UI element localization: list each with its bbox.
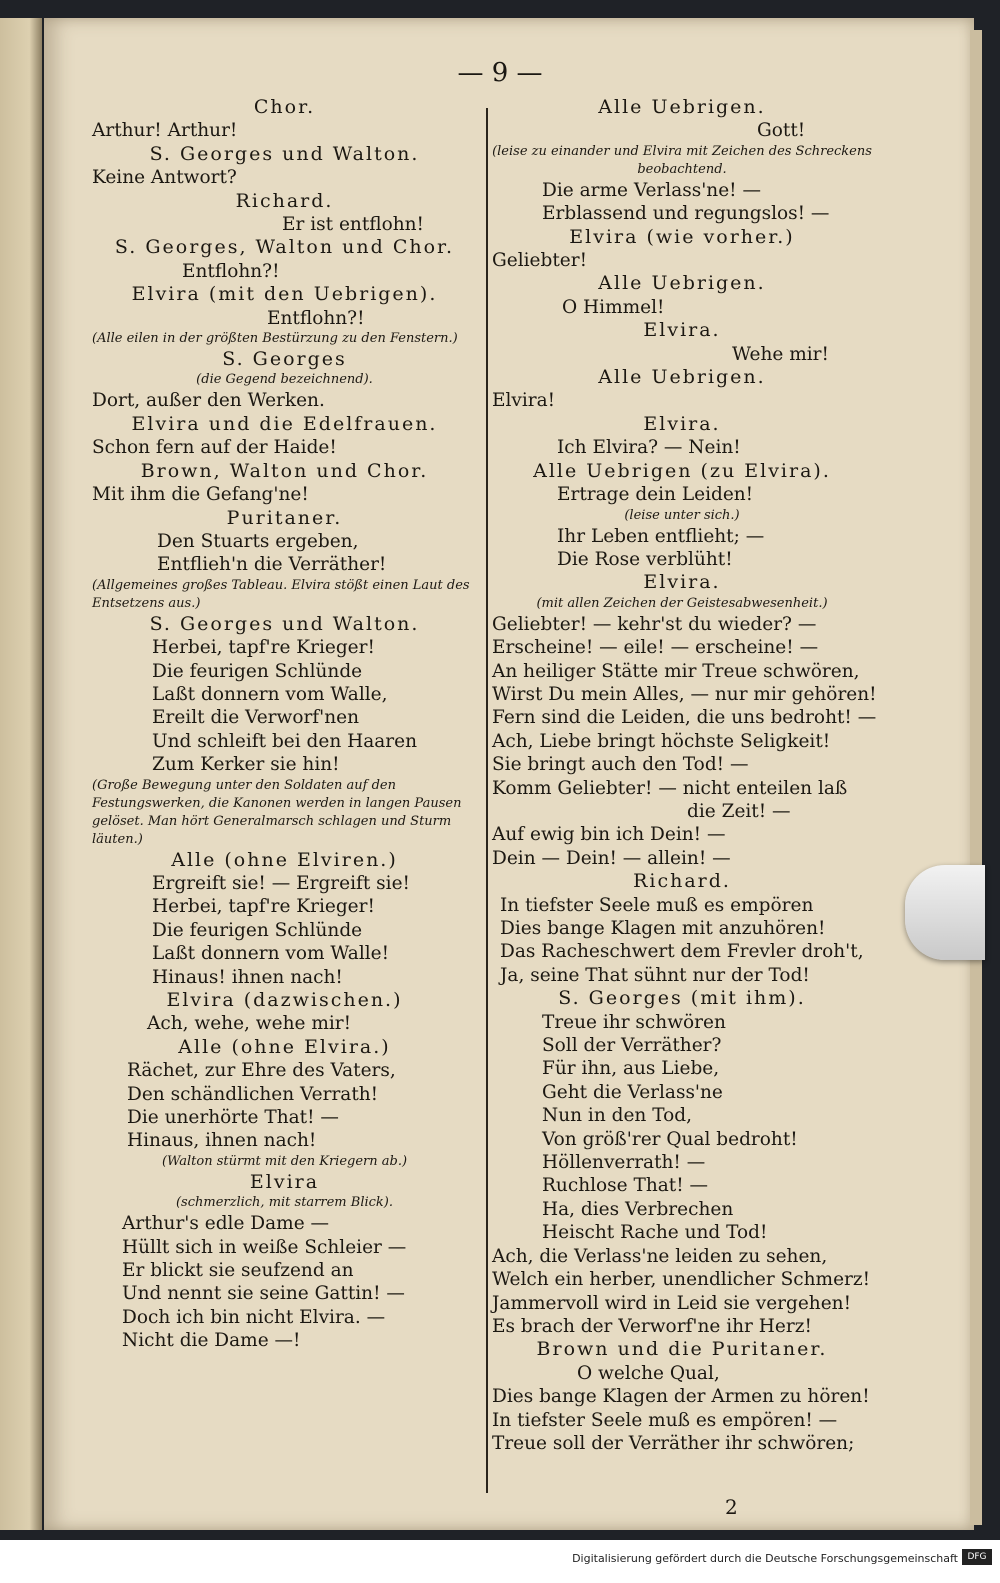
right-text-line: Wehe mir! <box>732 343 829 365</box>
right-text-line: (leise unter sich.) <box>624 507 740 523</box>
left-text-line: (Walton stürmt mit den Kriegern ab.) <box>161 1153 408 1169</box>
right-text-line: Alle Uebrigen. <box>598 272 766 295</box>
right-text-line: Ertrage dein Leiden! <box>557 484 754 506</box>
page-clip-icon <box>905 865 985 960</box>
right-text-line: Heischt Rache und Tod! <box>542 1222 768 1244</box>
left-text-line: Rächet, zur Ehre des Vaters, <box>127 1060 396 1082</box>
left-column <box>92 96 477 1353</box>
right-text-line: Dies bange Klagen der Armen zu hören! <box>492 1386 870 1408</box>
left-text-line: Mit ihm die Gefang'ne! <box>92 484 309 506</box>
left-text-line: Alle (ohne Elviren.) <box>171 848 398 871</box>
left-text-line: Richard. <box>235 189 334 212</box>
facing-page-edge <box>0 18 42 1530</box>
right-text-line: Ha, dies Verbrechen <box>542 1198 734 1220</box>
right-text-line: Alle Uebrigen (zu Elvira). <box>533 459 831 482</box>
left-text-line: Laßt donnern vom Walle, <box>152 683 388 705</box>
right-text-line: Dies bange Klagen mit anzuhören! <box>500 918 826 939</box>
right-text-line: Elvira! <box>492 390 556 412</box>
left-text-line: Elvira <box>249 1170 320 1193</box>
left-text-line: Elvira (mit den Uebrigen). <box>131 283 438 306</box>
right-text-line: Für ihn, aus Liebe, <box>542 1058 720 1080</box>
right-text-line: In tiefster Seele muß es empören! — <box>492 1409 838 1431</box>
left-text-line: Den schändlichen Verrath! <box>127 1083 379 1105</box>
right-text-line: Wirst Du mein Alles, — nur mir gehören! <box>492 683 877 705</box>
left-text-line: Brown, Walton und Chor. <box>140 459 429 482</box>
left-text-line: Laßt donnern vom Walle! <box>152 943 390 965</box>
left-text-line: Die feurigen Schlünde <box>152 660 363 682</box>
left-text-line: Ach, wehe, wehe mir! <box>147 1013 352 1035</box>
left-text-line: Schon fern auf der Haide! <box>92 437 337 459</box>
right-text-line: Geliebter! — kehr'st du wieder? — <box>492 613 817 635</box>
left-text-line: Die unerhörte That! — <box>127 1107 339 1129</box>
left-text-line: (Allgemeines großes Tableau. Elvira stößt einen Laut des Entsetzens aus.) <box>92 577 470 611</box>
right-text-line: Fern sind die Leiden, die uns bedroht! — <box>492 707 877 729</box>
right-text-line: Elvira. <box>643 571 721 594</box>
left-text-line: Hinaus, ihnen nach! <box>127 1130 317 1152</box>
right-column <box>492 96 877 1455</box>
right-text-line: Die Rose verblüht! <box>557 548 733 570</box>
right-text-line: (leise zu einander und Elvira mit Zeichen des Schreckens beobachtend. <box>492 143 872 177</box>
right-text-line: O Himmel! <box>562 296 665 318</box>
column-divider <box>486 108 488 1493</box>
page-header: — 9 — <box>457 58 543 88</box>
right-text-line: Geliebter! <box>492 250 588 272</box>
right-text-line: Alle Uebrigen. <box>598 96 766 118</box>
right-text-line: die Zeit! — <box>687 800 791 822</box>
right-text-line: Auf ewig bin ich Dein! — <box>492 824 726 846</box>
right-text-line: Sie bringt auch den Tod! — <box>492 754 749 776</box>
left-text-line: (die Gegend bezeichnend). <box>196 372 373 388</box>
left-text-line: Entflohn?! <box>267 307 365 329</box>
left-text-line: Arthur! Arthur! <box>92 120 238 142</box>
left-text-line: (Alle eilen in der größten Bestürzung zu den Fenstern.) <box>92 331 458 347</box>
left-text-line: Arthur's edle Dame — <box>122 1213 330 1235</box>
right-text-line: Ruchlose That! — <box>542 1175 709 1197</box>
right-text-line: O welche Qual, <box>577 1362 720 1384</box>
right-text-line: Alle Uebrigen. <box>598 366 766 389</box>
left-text-line: Elvira (dazwischen.) <box>166 989 403 1011</box>
right-text-line: Ach, die Verlass'ne leiden zu sehen, <box>492 1245 828 1267</box>
right-text-line: Ach, Liebe bringt höchste Seligkeit! <box>492 730 831 752</box>
left-text-line: S. Georges, Walton und Chor. <box>114 236 455 259</box>
right-text-line: Jammervoll wird in Leid sie vergehen! <box>492 1292 852 1314</box>
right-text-line: An heiliger Stätte mir Treue schwören, <box>492 660 860 682</box>
left-text-line: Und schleift bei den Haaren <box>152 730 418 752</box>
right-text-line: S. Georges (mit ihm). <box>558 987 806 1010</box>
right-text-line: Ihr Leben entflieht; — <box>557 525 765 547</box>
right-text-line: Brown und die Puritaner. <box>536 1338 828 1361</box>
right-text-line: Komm Geliebter! — nicht enteilen laß <box>492 777 848 799</box>
left-text-line: Hüllt sich in weiße Schleier — <box>122 1236 407 1258</box>
right-text-line: Erblassend und regungslos! — <box>542 203 830 225</box>
right-text-line: Ich Elvira? — Nein! <box>557 437 741 459</box>
right-text-line: Dein — Dein! — allein! — <box>492 847 731 869</box>
left-text-line: (Große Bewegung unter den Soldaten auf den Festungswerken, die Kanonen werden in langen Pausen gelöset. Man hört Generalmarsch schlagen und Sturm läuten.) <box>92 777 462 847</box>
right-text-line: Höllenverrath! — <box>542 1152 706 1174</box>
right-text-line: Elvira. <box>643 319 721 342</box>
left-text-line: Ereilt die Verworf'nen <box>152 707 360 729</box>
right-text-line: (mit allen Zeichen der Geistesabwesenheit.) <box>536 595 828 611</box>
page-stack-edge <box>970 30 982 1525</box>
left-text-line: Doch ich bin nicht Elvira. — <box>122 1306 386 1328</box>
left-text-line: Entflohn?! <box>182 260 280 282</box>
funding-notice: Digitalisierung gefördert durch die Deutsche Forschungsgemeinschaft <box>572 1552 958 1565</box>
right-text-line: In tiefster Seele muß es empören <box>500 894 814 916</box>
right-text-line: Geht die Verlass'ne <box>542 1081 723 1103</box>
left-text-line: (schmerzlich, mit starrem Blick). <box>175 1195 393 1211</box>
left-text-line: Den Stuarts ergeben, <box>157 530 359 552</box>
right-text-line: Treue ihr schwören <box>542 1011 726 1033</box>
right-text-line: Richard. <box>633 870 731 893</box>
left-text-line: Herbei, tapf're Krieger! <box>152 896 375 918</box>
right-text-line: Welch ein herber, unendlicher Schmerz! <box>492 1269 871 1291</box>
right-text-line: Ja, seine That sühnt nur der Tod! <box>500 964 810 986</box>
left-text-line: Zum Kerker sie hin! <box>152 754 340 776</box>
right-text-line: Gott! <box>757 120 806 142</box>
right-text-line: Von größ'rer Qual bedroht! <box>542 1128 798 1150</box>
left-text-line: Alle (ohne Elvira.) <box>178 1035 391 1058</box>
left-text-line: Elvira und die Edelfrauen. <box>131 412 438 435</box>
left-text-line: S. Georges und Walton. <box>149 142 420 165</box>
dfg-logo-icon: DFG <box>962 1549 992 1565</box>
right-text-line: Soll der Verräther? <box>542 1035 722 1057</box>
left-text-line: S. Georges <box>222 348 347 371</box>
right-text-line: Die arme Verlass'ne! — <box>542 179 761 201</box>
left-text-line: Entflieh'n die Verräther! <box>157 554 387 576</box>
left-text-line: S. Georges und Walton. <box>149 612 420 635</box>
right-text-line: Das Racheschwert dem Frevler droh't, <box>500 941 864 963</box>
left-text-line: Hinaus! ihnen nach! <box>152 966 343 988</box>
right-text-line: Elvira (wie vorher.) <box>569 225 795 248</box>
left-text-line: Die feurigen Schlünde <box>152 919 363 941</box>
right-text-line: Treue soll der Verräther ihr schwören; <box>492 1432 855 1454</box>
left-text-line: Und nennt sie seine Gattin! — <box>122 1283 405 1305</box>
left-text-line: Er blickt sie seufzend an <box>122 1260 354 1282</box>
right-text-line: Es brach der Verworf'ne ihr Herz! <box>492 1315 812 1337</box>
right-text-line: Elvira. <box>643 412 721 435</box>
right-text-line: Nun in den Tod, <box>542 1105 692 1127</box>
left-text-line: Herbei, tapf're Krieger! <box>152 637 375 659</box>
left-text-line: Puritaner. <box>226 506 343 529</box>
left-text-line: Chor. <box>253 96 316 118</box>
left-text-line: Nicht die Dame —! <box>122 1330 301 1352</box>
left-text-line: Er ist entflohn! <box>282 214 424 236</box>
right-text-line: Erscheine! — eile! — erscheine! — <box>492 637 819 659</box>
left-text-line: Ergreift sie! — Ergreift sie! <box>152 872 410 894</box>
left-text-line: Keine Antwort? <box>92 167 237 189</box>
left-text-line: Dort, außer den Werken. <box>92 390 325 412</box>
page-signature: 2 <box>725 1495 738 1519</box>
